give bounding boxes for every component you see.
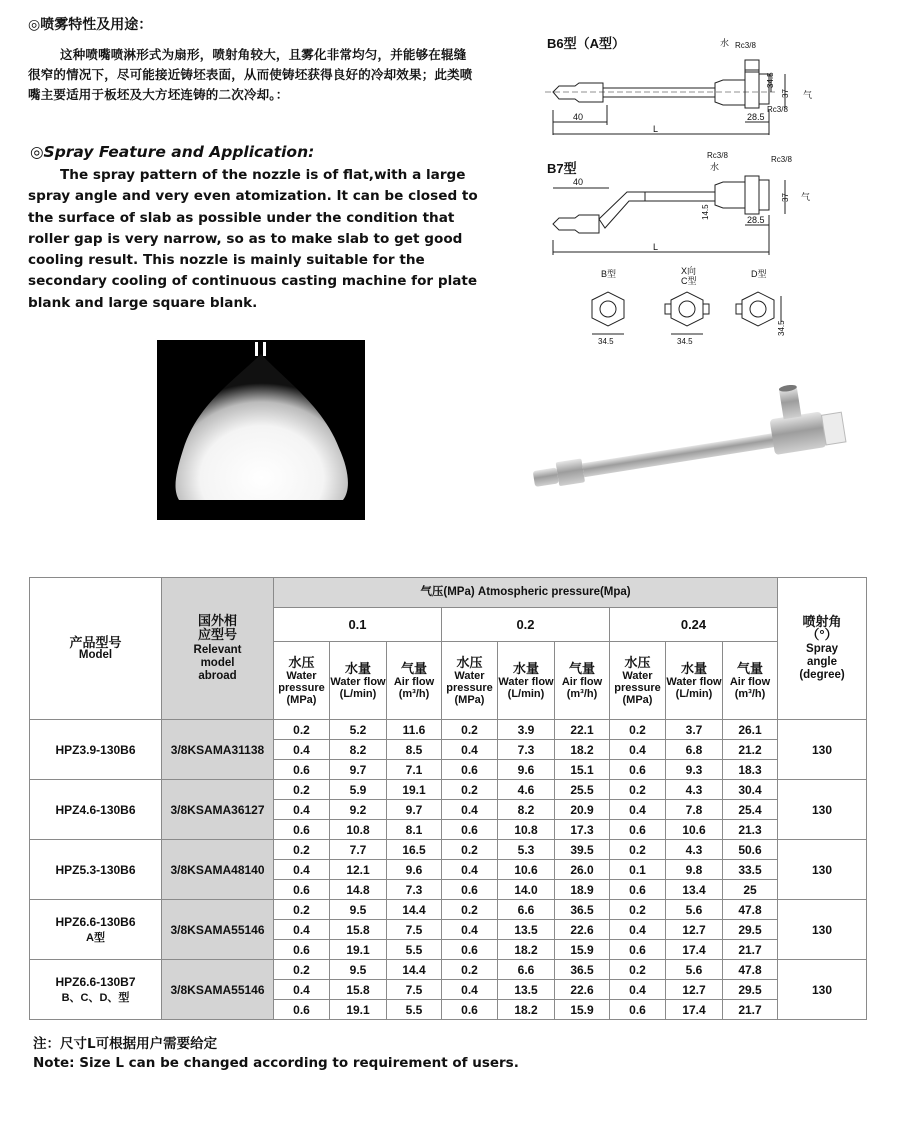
value-cell: 0.4 [274,980,330,1000]
value-cell: 14.4 [387,900,442,920]
header-spray-angle: 喷射角（°） Spray angle (degree) [778,578,867,720]
value-cell: 0.2 [610,720,666,740]
value-cell: 30.4 [723,780,778,800]
svg-text:28.5: 28.5 [747,215,765,225]
value-cell: 0.4 [442,860,498,880]
value-cell: 16.5 [387,840,442,860]
value-cell: 36.5 [555,960,610,980]
value-cell: 0.6 [442,760,498,780]
value-cell: 3.7 [666,720,723,740]
value-cell: 0.2 [274,780,330,800]
value-cell: 50.6 [723,840,778,860]
nozzle-product-photo [510,385,860,500]
model-cell: HPZ5.3-130B6 [30,840,162,900]
table-row [30,960,867,980]
value-cell: 7.5 [387,980,442,1000]
footnote [33,1035,519,1073]
header-relevant-model: 国外相应型号 Relevant model abroad [162,578,274,720]
value-cell: 39.5 [555,840,610,860]
svg-text:40: 40 [573,112,584,122]
svg-text:37: 37 [781,193,790,202]
value-cell: 19.1 [330,1000,387,1020]
b7-title: B7型 [547,161,577,176]
value-cell: 0.6 [442,1000,498,1020]
value-cell: 26.0 [555,860,610,880]
subheader-cell: 水量 Water flow (L/min) [330,642,387,720]
value-cell: 7.8 [666,800,723,820]
value-cell: 21.7 [723,940,778,960]
value-cell: 9.6 [498,760,555,780]
value-cell: 0.2 [442,840,498,860]
section-view-b [592,292,624,334]
subheader-cell: 气量 Air flow (m³/h) [387,642,442,720]
spray-angle-cell: 130 [778,720,867,780]
spec-table [29,577,867,1020]
value-cell: 0.2 [274,960,330,980]
value-cell: 8.2 [498,800,555,820]
value-cell: 33.5 [723,860,778,880]
value-cell: 15.9 [555,1000,610,1020]
value-cell: 0.2 [442,780,498,800]
nozzle-technical-drawing [545,30,845,350]
subheader-cell: 水压 Water pressure (MPa) [442,642,498,720]
svg-text:水: 水 [720,38,730,48]
value-cell: 19.1 [330,940,387,960]
svg-text:34.5: 34.5 [677,337,693,346]
abroad-model-cell: 3/8KSAMA36127 [162,780,274,840]
svg-text:L: L [653,124,659,134]
value-cell: 0.4 [274,860,330,880]
en-section-title: ◎Spray Feature and Application: [30,143,315,161]
spray-angle-cell: 130 [778,960,867,1020]
value-cell: 21.7 [723,1000,778,1020]
value-cell: 18.2 [555,740,610,760]
svg-text:Rc3/8: Rc3/8 [735,41,756,50]
value-cell: 7.7 [330,840,387,860]
value-cell: 7.5 [387,920,442,940]
footnote-cn: 注：尺寸L可根据用户需要给定 [33,1036,218,1052]
cn-section-title: ◎喷雾特性及用途： [28,17,153,33]
value-cell: 0.4 [610,980,666,1000]
svg-text:L: L [653,242,659,252]
footnote-en: Note: Size L can be changed according to requirement of users. [33,1055,519,1071]
value-cell: 47.8 [723,900,778,920]
value-cell: 14.8 [330,880,387,900]
value-cell: 0.2 [610,960,666,980]
value-cell: 0.4 [442,740,498,760]
subheader-cell: 气量 Air flow (m³/h) [555,642,610,720]
value-cell: 0.4 [610,920,666,940]
value-cell: 0.2 [442,900,498,920]
value-cell: 14.0 [498,880,555,900]
svg-text:Rc3/8: Rc3/8 [707,151,728,160]
value-cell: 0.4 [442,800,498,820]
value-cell: 5.6 [666,900,723,920]
value-cell: 0.6 [610,760,666,780]
model-cell: HPZ6.6-130B6 A型 [30,900,162,960]
value-cell: 22.6 [555,920,610,940]
value-cell: 0.2 [610,780,666,800]
model-cell: HPZ4.6-130B6 [30,780,162,840]
value-cell: 17.3 [555,820,610,840]
value-cell: 5.3 [498,840,555,860]
value-cell: 8.1 [387,820,442,840]
value-cell: 20.9 [555,800,610,820]
abroad-model-cell: 3/8KSAMA48140 [162,840,274,900]
value-cell: 6.8 [666,740,723,760]
subheader-cell: 水压 Water pressure (MPa) [274,642,330,720]
header-air-pressure: 气压(MPa) Atmospheric pressure(Mpa) [274,578,778,608]
value-cell: 0.1 [610,860,666,880]
value-cell: 0.6 [610,880,666,900]
value-cell: 0.4 [442,920,498,940]
value-cell: 0.2 [442,960,498,980]
cn-description: 这种喷嘴喷淋形式为扇形，喷射角较大，且雾化非常均匀，并能够在辊缝很窄的情况下，尽可能接近铸坯表面，从而使铸坯获得良好的冷却效果；此类喷嘴主要适用于板坯及大方坯连铸的二次冷却。： [28,47,473,102]
value-cell: 9.6 [387,860,442,880]
en-description: The spray pattern of the nozzle is of flat,with a large spray angle and very even atomization. It can be closed to the surface of slab as possible under the condition that roller gap is very narrow, so as to make slab to get good cooling result. This nozzle is mainly suitable for the secondary cooling of continuous casting machine for plate blank and large square blank. [28,167,478,311]
value-cell: 29.5 [723,980,778,1000]
svg-text:Rc3/8: Rc3/8 [767,105,788,114]
value-cell: 4.3 [666,840,723,860]
section-view-d [736,292,781,326]
svg-text:气: 气 [803,90,813,100]
svg-text:X向: X向 [681,266,697,276]
svg-text:40: 40 [573,177,584,187]
value-cell: 9.5 [330,960,387,980]
svg-text:气: 气 [801,192,811,202]
value-cell: 22.6 [555,980,610,1000]
header-pressure-1: 0.2 [442,608,610,642]
value-cell: 0.2 [274,900,330,920]
value-cell: 0.6 [610,820,666,840]
value-cell: 14.4 [387,960,442,980]
value-cell: 0.2 [274,840,330,860]
value-cell: 47.8 [723,960,778,980]
value-cell: 3.9 [498,720,555,740]
value-cell: 10.6 [666,820,723,840]
value-cell: 25.5 [555,780,610,800]
header-pressure-0: 0.1 [274,608,442,642]
value-cell: 13.5 [498,980,555,1000]
value-cell: 4.3 [666,780,723,800]
svg-text:37: 37 [781,89,790,98]
value-cell: 9.7 [330,760,387,780]
value-cell: 9.5 [330,900,387,920]
value-cell: 0.4 [274,920,330,940]
spray-angle-cell: 130 [778,780,867,840]
model-cell: HPZ6.6-130B7 B、C、D、型 [30,960,162,1020]
value-cell: 17.4 [666,940,723,960]
value-cell: 12.1 [330,860,387,880]
value-cell: 22.1 [555,720,610,740]
value-cell: 21.2 [723,740,778,760]
table-row [30,840,867,860]
value-cell: 5.2 [330,720,387,740]
value-cell: 15.8 [330,920,387,940]
svg-text:28.5: 28.5 [747,112,765,122]
abroad-model-cell: 3/8KSAMA55146 [162,960,274,1020]
value-cell: 6.6 [498,960,555,980]
value-cell: 13.5 [498,920,555,940]
value-cell: 15.9 [555,940,610,960]
value-cell: 7.1 [387,760,442,780]
value-cell: 8.2 [330,740,387,760]
value-cell: 10.8 [330,820,387,840]
value-cell: 5.6 [666,960,723,980]
value-cell: 12.7 [666,980,723,1000]
spray-pattern-photo [157,340,365,520]
value-cell: 13.4 [666,880,723,900]
value-cell: 18.2 [498,940,555,960]
value-cell: 9.7 [387,800,442,820]
value-cell: 0.2 [274,720,330,740]
value-cell: 4.6 [498,780,555,800]
value-cell: 0.6 [274,880,330,900]
value-cell: 6.6 [498,900,555,920]
value-cell: 25.4 [723,800,778,820]
value-cell: 0.6 [274,820,330,840]
value-cell: 0.6 [610,1000,666,1020]
svg-text:水: 水 [710,162,720,172]
value-cell: 7.3 [498,740,555,760]
svg-text:C型: C型 [681,276,697,286]
spray-angle-cell: 130 [778,840,867,900]
svg-text:D型: D型 [751,269,767,279]
value-cell: 0.2 [442,720,498,740]
value-cell: 7.3 [387,880,442,900]
svg-text:34.5: 34.5 [777,320,786,336]
svg-text:14.5: 14.5 [701,204,710,220]
value-cell: 0.6 [442,940,498,960]
table-row [30,780,867,800]
value-cell: 0.4 [274,800,330,820]
value-cell: 0.6 [274,760,330,780]
subheader-cell: 气量 Air flow (m³/h) [723,642,778,720]
subheader-cell: 水量 Water flow (L/min) [666,642,723,720]
value-cell: 0.4 [610,800,666,820]
value-cell: 9.8 [666,860,723,880]
svg-text:B型: B型 [601,269,617,279]
value-cell: 15.8 [330,980,387,1000]
value-cell: 0.6 [274,1000,330,1020]
b6-title: B6型（A型） [547,36,626,51]
value-cell: 29.5 [723,920,778,940]
value-cell: 18.3 [723,760,778,780]
value-cell: 18.2 [498,1000,555,1020]
value-cell: 9.2 [330,800,387,820]
value-cell: 10.8 [498,820,555,840]
value-cell: 12.7 [666,920,723,940]
section-view-c [665,292,709,334]
value-cell: 21.3 [723,820,778,840]
table-row [30,900,867,920]
value-cell: 5.5 [387,940,442,960]
header-model: 产品型号 Model [30,578,162,720]
value-cell: 9.3 [666,760,723,780]
svg-text:34.5: 34.5 [598,337,614,346]
model-cell: HPZ3.9-130B6 [30,720,162,780]
subheader-cell: 水量 Water flow (L/min) [498,642,555,720]
value-cell: 15.1 [555,760,610,780]
value-cell: 25 [723,880,778,900]
header-pressure-2: 0.24 [610,608,778,642]
value-cell: 0.4 [610,740,666,760]
value-cell: 17.4 [666,1000,723,1020]
abroad-model-cell: 3/8KSAMA55146 [162,900,274,960]
value-cell: 5.5 [387,1000,442,1020]
value-cell: 10.6 [498,860,555,880]
spray-angle-cell: 130 [778,900,867,960]
table-row [30,720,867,740]
value-cell: 19.1 [387,780,442,800]
value-cell: 36.5 [555,900,610,920]
svg-text:Rc3/8: Rc3/8 [771,155,792,164]
value-cell: 0.2 [610,840,666,860]
abroad-model-cell: 3/8KSAMA31138 [162,720,274,780]
value-cell: 26.1 [723,720,778,740]
value-cell: 0.6 [442,820,498,840]
value-cell: 11.6 [387,720,442,740]
value-cell: 0.2 [610,900,666,920]
value-cell: 0.6 [274,940,330,960]
svg-text:34.5: 34.5 [766,72,775,88]
value-cell: 0.4 [442,980,498,1000]
value-cell: 5.9 [330,780,387,800]
value-cell: 0.4 [274,740,330,760]
subheader-cell: 水压 Water pressure (MPa) [610,642,666,720]
b6-nozzle-drawing [545,60,785,135]
value-cell: 18.9 [555,880,610,900]
value-cell: 0.6 [610,940,666,960]
value-cell: 0.6 [442,880,498,900]
value-cell: 8.5 [387,740,442,760]
